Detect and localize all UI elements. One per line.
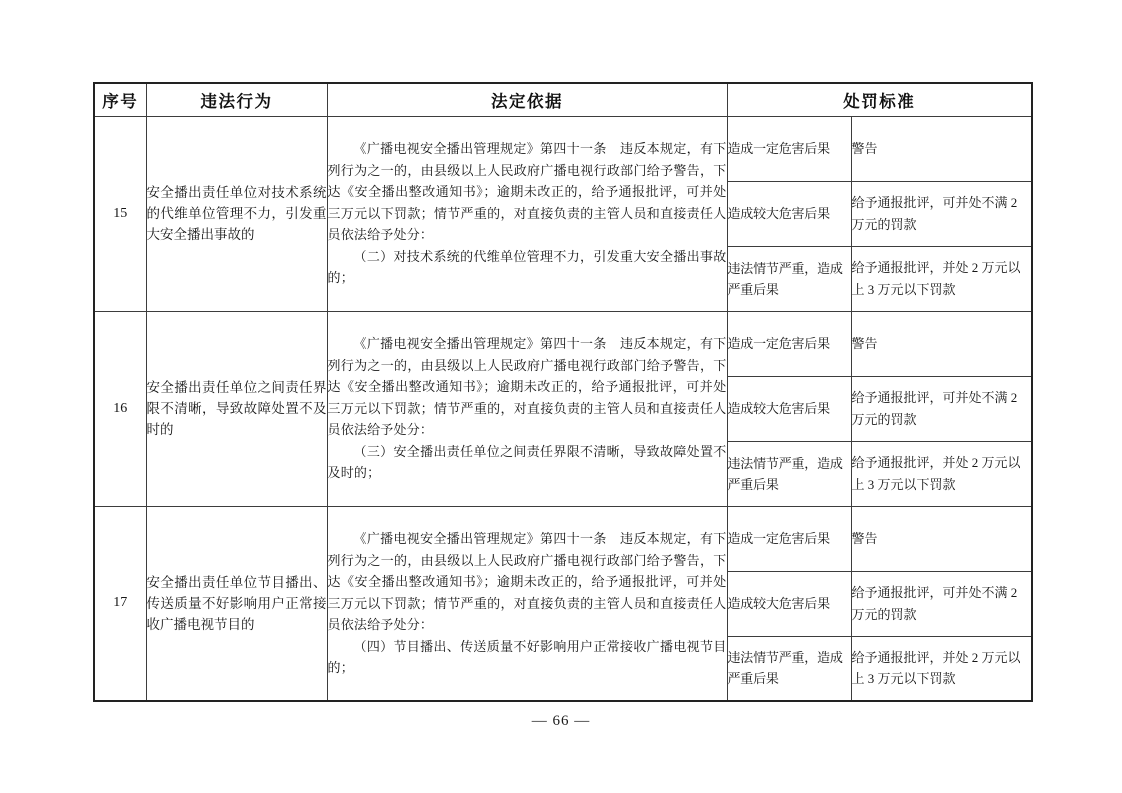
col-header-no: 序号 (94, 83, 146, 116)
row-number-cell: 17 (94, 506, 146, 701)
legal-basis-cell (327, 311, 727, 506)
penalty-standard-cell: 给予通报批评，并处 2 万元以上 3 万元以下罚款 (851, 636, 1032, 701)
legal-basis-cell (327, 116, 727, 311)
legal-basis-item: （二）对技术系统的代维单位管理不力，引发重大安全播出事故的； (327, 248, 727, 286)
penalty-standard-cell: 给予通报批评，并处 2 万元以上 3 万元以下罚款 (851, 246, 1032, 311)
penalty-condition-cell: 造成较大危害后果 (727, 181, 851, 246)
behavior-cell (146, 116, 327, 311)
penalty-condition-cell: 造成一定危害后果 (727, 116, 851, 181)
penalty-standard-cell: 给予通报批评，可并处不满 2 万元的罚款 (851, 376, 1032, 441)
penalty-condition-cell: 造成较大危害后果 (727, 376, 851, 441)
legal-basis-item: （三）安全播出责任单位之间责任界限不清晰，导致故障处置不及时的； (327, 443, 727, 481)
penalty-standard-cell: 警告 (851, 506, 1032, 571)
table-row-15 (94, 116, 1032, 181)
penalty-condition-cell: 造成较大危害后果 (727, 571, 851, 636)
table-row-17 (94, 506, 1032, 571)
col-header-legal-basis: 法定依据 (327, 83, 727, 116)
penalty-standard-cell: 给予通报批评，可并处不满 2 万元的罚款 (851, 181, 1032, 246)
row-number-cell: 16 (94, 311, 146, 506)
behavior-text: 安全播出责任单位之间责任界限不清晰，导致故障处置不及时的 (146, 380, 327, 437)
header-row (94, 83, 1032, 116)
behavior-cell (146, 311, 327, 506)
penalty-condition-cell: 违法情节严重，造成严重后果 (727, 441, 851, 506)
legal-basis-paragraph: 《广播电视安全播出管理规定》第四十一条 违反本规定，有下列行为之一的，由县级以上人民政府广播电视行政部门给予警告，下达《安全播出整改通知书》；逾期未改正的，给予通报批评，可并处三万元以下罚款；情节严重的，对直接负责的主管人员和直接责任人员依法给予处分： (327, 531, 727, 632)
penalty-condition-cell: 造成一定危害后果 (727, 311, 851, 376)
penalty-standards-table (93, 82, 1033, 702)
penalty-condition-cell: 违法情节严重，造成严重后果 (727, 636, 851, 701)
penalty-standard-cell: 警告 (851, 311, 1032, 376)
legal-basis-paragraph: 《广播电视安全播出管理规定》第四十一条 违反本规定，有下列行为之一的，由县级以上人民政府广播电视行政部门给予警告，下达《安全播出整改通知书》；逾期未改正的，给予通报批评，可并处三万元以下罚款；情节严重的，对直接负责的主管人员和直接责任人员依法给予处分： (327, 141, 727, 243)
col-header-behavior: 违法行为 (146, 83, 327, 116)
legal-basis-paragraph: 《广播电视安全播出管理规定》第四十一条 违反本规定，有下列行为之一的，由县级以上人民政府广播电视行政部门给予警告，下达《安全播出整改通知书》；逾期未改正的，给予通报批评，可并处三万元以下罚款；情节严重的，对直接负责的主管人员和直接责任人员依法给予处分： (327, 336, 727, 438)
penalty-standard-cell: 给予通报批评，可并处不满 2 万元的罚款 (851, 571, 1032, 636)
row-number-cell: 15 (94, 116, 146, 311)
penalty-condition-cell: 违法情节严重，造成严重后果 (727, 246, 851, 311)
penalty-condition-cell: 造成一定危害后果 (727, 506, 851, 571)
behavior-text: 安全播出责任单位节目播出、传送质量不好影响用户正常接收广播电视节目的 (146, 574, 327, 632)
col-header-penalty: 处罚标准 (727, 83, 1032, 116)
page-number: — 66 — (531, 713, 591, 729)
penalty-standard-cell: 警告 (851, 116, 1032, 181)
legal-basis-item: （四）节目播出、传送质量不好影响用户正常接收广播电视节目的； (327, 638, 727, 675)
table-row-16 (94, 311, 1032, 376)
legal-basis-cell (327, 506, 727, 701)
penalty-standard-cell: 给予通报批评，并处 2 万元以上 3 万元以下罚款 (851, 441, 1032, 506)
behavior-text: 安全播出责任单位对技术系统的代维单位管理不力，引发重大安全播出事故的 (146, 185, 327, 242)
behavior-cell (146, 506, 327, 701)
